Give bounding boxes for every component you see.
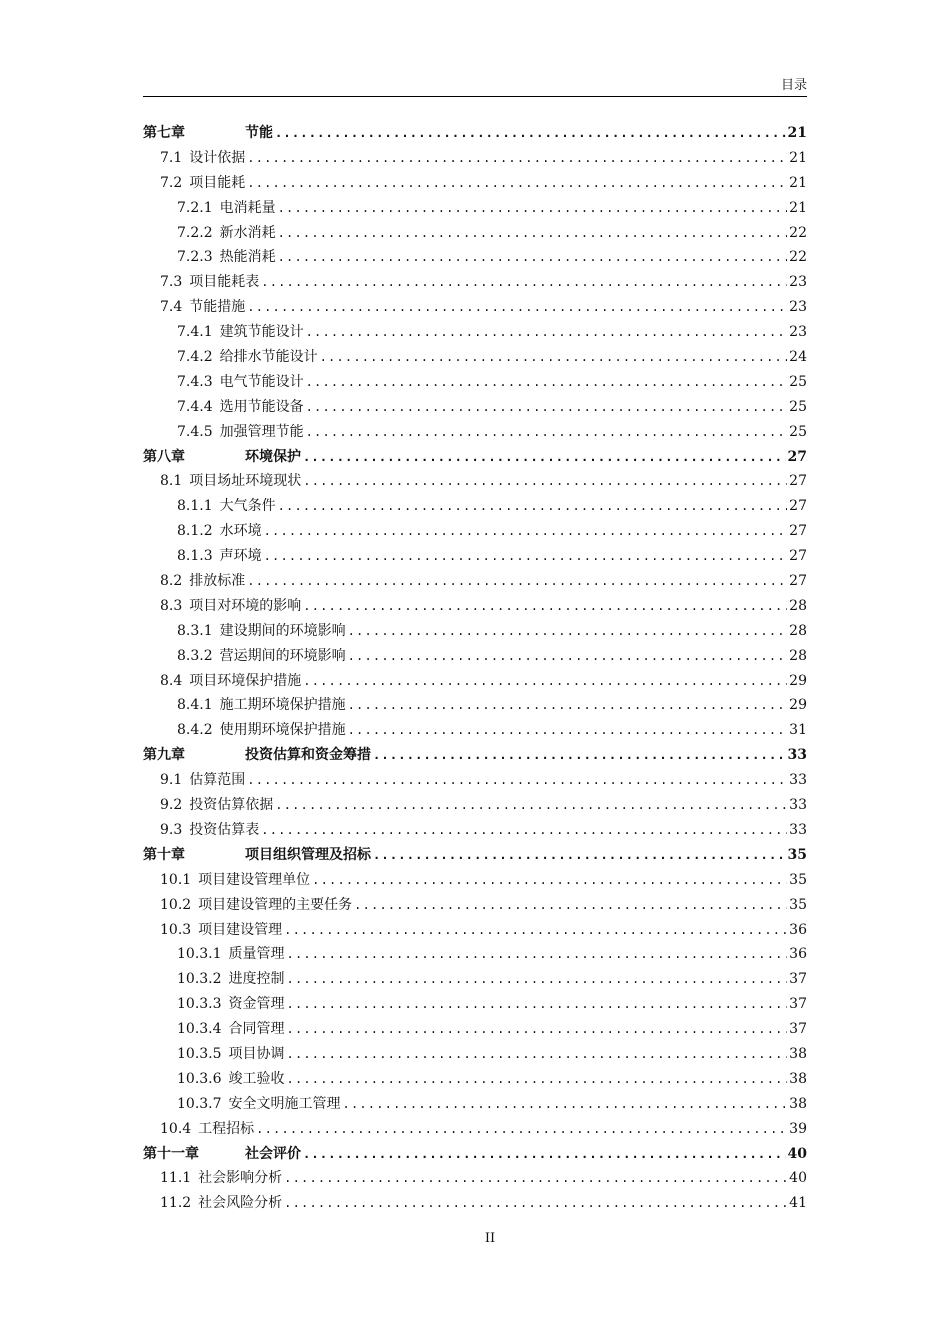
toc-entry-title: 竣工验收 (228, 1070, 285, 1087)
toc-entry-page: 29 (789, 697, 807, 714)
toc-entry-number: 7.4 (160, 299, 183, 316)
toc-entry[interactable] (143, 544, 807, 569)
toc-entry[interactable] (143, 494, 807, 519)
toc-entry-page: 33 (789, 797, 807, 814)
toc-entry-title: 投资估算表 (189, 821, 260, 838)
toc-chapter-entry[interactable] (143, 445, 807, 470)
toc-entry-number: 9.2 (160, 797, 183, 814)
toc-entry-title: 社会风险分析 (198, 1195, 283, 1212)
toc-entry-number: 9.1 (160, 772, 183, 789)
toc-entry-number: 10.3.5 (177, 1045, 222, 1062)
toc-entry-page: 33 (789, 772, 807, 789)
toc-entry-title: 项目环境保护措施 (189, 672, 302, 689)
toc-entry-number: 10.3.1 (177, 946, 222, 963)
toc-entry-number: 10.3.4 (177, 1021, 222, 1038)
toc-entry-number: 8.4 (160, 672, 183, 689)
toc-chapter-entry[interactable] (143, 843, 807, 868)
toc-entry-number: 10.2 (160, 896, 192, 913)
toc-entry-title: 电消耗量 (219, 199, 276, 216)
toc-entry[interactable] (143, 245, 807, 270)
toc-entry[interactable] (143, 395, 807, 420)
toc-entry[interactable] (143, 1191, 807, 1216)
dot-leader (306, 395, 787, 420)
toc-entry-page: 23 (789, 274, 807, 291)
toc-entry-title: 电气节能设计 (219, 373, 304, 390)
toc-entry-title: 加强管理节能 (219, 423, 304, 440)
toc-entry[interactable] (143, 818, 807, 843)
toc-entry[interactable] (143, 868, 807, 893)
toc-entry-title: 社会影响分析 (198, 1170, 283, 1187)
toc-entry[interactable] (143, 469, 807, 494)
toc-entry[interactable] (143, 967, 807, 992)
toc-entry-title: 水环境 (219, 523, 262, 540)
toc-entry-page: 25 (789, 423, 807, 440)
dot-leader (264, 544, 787, 569)
dot-leader (348, 693, 787, 718)
toc-entry[interactable] (143, 519, 807, 544)
toc-entry-number: 10.1 (160, 871, 192, 888)
toc-entry-page: 23 (789, 324, 807, 341)
dot-leader (275, 793, 787, 818)
dot-leader (303, 594, 787, 619)
toc-entry-title: 项目对环境的影响 (189, 597, 302, 614)
toc-entry-number: 7.4.3 (177, 373, 213, 390)
toc-entry-page: 37 (789, 971, 807, 988)
toc-entry-title: 资金管理 (228, 996, 285, 1013)
toc-entry-title: 质量管理 (228, 946, 285, 963)
dot-leader (348, 644, 787, 669)
dot-leader (306, 320, 787, 345)
toc-entry[interactable] (143, 420, 807, 445)
toc-entry[interactable] (143, 1117, 807, 1142)
toc-entry-number: 7.2.2 (177, 224, 213, 241)
toc-entry-number: 7.2 (160, 174, 183, 191)
toc-entry-page: 41 (789, 1195, 807, 1212)
dot-leader (261, 270, 787, 295)
toc-entry[interactable] (143, 221, 807, 246)
header-rule (143, 96, 807, 97)
dot-leader (354, 893, 787, 918)
table-of-contents (143, 121, 807, 1216)
dot-leader (303, 445, 786, 470)
toc-entry-title: 社会评价 (245, 1145, 301, 1162)
toc-entry-page: 21 (789, 199, 807, 216)
toc-entry-title: 新水消耗 (219, 224, 276, 241)
toc-entry-number: 第十一章 (143, 1145, 199, 1162)
dot-leader (303, 469, 787, 494)
toc-entry-number: 11.2 (160, 1195, 192, 1212)
toc-entry[interactable] (143, 992, 807, 1017)
toc-entry-number: 8.1 (160, 473, 183, 490)
toc-entry-page: 38 (789, 1095, 807, 1112)
dot-leader (278, 196, 787, 221)
toc-entry[interactable] (143, 644, 807, 669)
toc-entry-page: 27 (789, 548, 807, 565)
toc-entry[interactable] (143, 1042, 807, 1067)
toc-entry-title: 项目能耗表 (189, 274, 260, 291)
toc-entry-number: 8.1.3 (177, 548, 213, 565)
page-number: II (484, 1231, 496, 1246)
toc-entry-page: 27 (789, 523, 807, 540)
toc-entry-title: 项目建设管理的主要任务 (198, 896, 353, 913)
toc-entry-title: 项目能耗 (189, 174, 246, 191)
toc-entry-number: 第十章 (143, 846, 185, 863)
dot-leader (320, 345, 787, 370)
toc-entry-page: 39 (789, 1120, 807, 1137)
toc-entry-number: 8.3.2 (177, 647, 213, 664)
toc-entry[interactable] (143, 669, 807, 694)
toc-entry-number: 8.4.1 (177, 697, 213, 714)
toc-entry[interactable] (143, 768, 807, 793)
toc-entry-page: 23 (789, 299, 807, 316)
toc-entry-title: 项目建设管理 (198, 921, 283, 938)
toc-entry-page: 21 (789, 149, 807, 166)
toc-entry[interactable] (143, 1166, 807, 1191)
toc-entry-number: 第七章 (143, 125, 185, 141)
toc-entry-title: 设计依据 (189, 149, 246, 166)
toc-entry[interactable] (143, 693, 807, 718)
toc-entry-number: 8.2 (160, 573, 183, 590)
toc-entry-page: 21 (787, 125, 807, 141)
toc-entry[interactable] (143, 1017, 807, 1042)
toc-entry-title: 大气条件 (219, 498, 276, 515)
dot-leader (348, 718, 787, 743)
toc-entry-number: 10.3.6 (177, 1070, 222, 1087)
toc-entry-page: 36 (789, 946, 807, 963)
dot-leader (287, 942, 787, 967)
toc-entry-number: 7.4.4 (177, 398, 213, 415)
toc-entry-title: 使用期环境保护措施 (219, 722, 346, 739)
toc-entry-page: 35 (789, 871, 807, 888)
dot-leader (256, 1117, 787, 1142)
dot-leader (275, 121, 786, 146)
toc-entry[interactable] (143, 893, 807, 918)
dot-leader (312, 868, 787, 893)
toc-entry-page: 25 (789, 373, 807, 390)
toc-entry-number: 7.3 (160, 274, 183, 291)
dot-leader (284, 1166, 787, 1191)
toc-entry-number: 8.1.2 (177, 523, 213, 540)
toc-entry-page: 37 (789, 1021, 807, 1038)
toc-entry[interactable] (143, 918, 807, 943)
toc-entry-title: 营运期间的环境影响 (219, 647, 346, 664)
toc-entry-page: 35 (787, 846, 807, 863)
toc-entry-number: 第八章 (143, 448, 185, 465)
toc-entry-page: 37 (789, 996, 807, 1013)
dot-leader (247, 171, 787, 196)
dot-leader (278, 221, 787, 246)
dot-leader (343, 1092, 787, 1117)
toc-entry-page: 27 (789, 498, 807, 515)
toc-entry-number: 10.3.2 (177, 971, 222, 988)
toc-entry-page: 38 (789, 1070, 807, 1087)
toc-entry[interactable] (143, 569, 807, 594)
toc-entry-number: 7.2.1 (177, 199, 213, 216)
toc-entry[interactable] (143, 619, 807, 644)
dot-leader (247, 295, 787, 320)
toc-entry-title: 选用节能设备 (219, 398, 304, 415)
toc-entry-title: 工程招标 (198, 1120, 255, 1137)
toc-entry[interactable] (143, 1092, 807, 1117)
toc-entry[interactable] (143, 793, 807, 818)
toc-entry-page: 28 (789, 597, 807, 614)
toc-entry-number: 7.1 (160, 149, 183, 166)
toc-entry-page: 36 (789, 921, 807, 938)
toc-entry-title: 给排水节能设计 (219, 349, 318, 366)
dot-leader (306, 420, 787, 445)
toc-entry-page: 28 (789, 622, 807, 639)
toc-entry-page: 22 (789, 224, 807, 241)
dot-leader (247, 146, 787, 171)
dot-leader (287, 992, 787, 1017)
dot-leader (287, 1067, 787, 1092)
toc-entry-title: 项目协调 (228, 1045, 285, 1062)
toc-entry-page: 29 (789, 672, 807, 689)
toc-entry-number: 8.3 (160, 597, 183, 614)
toc-entry-page: 40 (789, 1170, 807, 1187)
toc-entry-title: 合同管理 (228, 1021, 285, 1038)
toc-entry-number: 7.4.5 (177, 423, 213, 440)
toc-entry[interactable] (143, 196, 807, 221)
toc-entry-page: 33 (789, 821, 807, 838)
toc-entry-title: 排放标准 (189, 573, 246, 590)
toc-entry-title: 项目建设管理单位 (198, 871, 311, 888)
dot-leader (303, 1142, 786, 1167)
toc-entry-number: 8.3.1 (177, 622, 213, 639)
toc-entry-page: 33 (787, 747, 807, 764)
toc-entry-page: 25 (789, 398, 807, 415)
toc-entry-title: 投资估算和资金筹措 (245, 747, 371, 764)
toc-entry-number: 9.3 (160, 821, 183, 838)
toc-entry-page: 22 (789, 249, 807, 266)
dot-leader (348, 619, 787, 644)
toc-entry-number: 10.3.7 (177, 1095, 222, 1112)
toc-entry-title: 节能 (245, 125, 273, 141)
toc-entry-page: 27 (789, 573, 807, 590)
dot-leader (287, 1017, 787, 1042)
toc-entry-page: 21 (789, 174, 807, 191)
toc-entry[interactable] (143, 942, 807, 967)
toc-entry[interactable] (143, 171, 807, 196)
dot-leader (287, 967, 787, 992)
toc-entry-title: 建设期间的环境影响 (219, 622, 346, 639)
toc-entry-number: 第九章 (143, 747, 185, 764)
running-header: 目录 (780, 78, 807, 93)
toc-entry[interactable] (143, 370, 807, 395)
toc-entry-title: 项目场址环境现状 (189, 473, 302, 490)
toc-entry-page: 24 (789, 349, 807, 366)
toc-entry-page: 27 (789, 473, 807, 490)
dot-leader (264, 519, 787, 544)
dot-leader (373, 843, 786, 868)
toc-chapter-entry[interactable] (143, 1142, 807, 1167)
toc-entry[interactable] (143, 594, 807, 619)
toc-entry-page: 28 (789, 647, 807, 664)
dot-leader (306, 370, 787, 395)
toc-entry[interactable] (143, 718, 807, 743)
dot-leader (284, 918, 787, 943)
toc-entry-page: 27 (787, 448, 807, 465)
toc-entry-title: 项目组织管理及招标 (245, 846, 371, 863)
toc-entry-title: 环境保护 (245, 448, 301, 465)
toc-entry-title: 建筑节能设计 (219, 324, 304, 341)
toc-entry-title: 安全文明施工管理 (228, 1095, 341, 1112)
toc-entry-number: 10.4 (160, 1120, 192, 1137)
toc-entry-page: 31 (789, 722, 807, 739)
dot-leader (247, 569, 787, 594)
toc-entry-page: 35 (789, 896, 807, 913)
toc-entry[interactable] (143, 345, 807, 370)
dot-leader (247, 768, 787, 793)
toc-entry-page: 38 (789, 1045, 807, 1062)
toc-entry-number: 7.4.2 (177, 349, 213, 366)
toc-entry-number: 8.4.2 (177, 722, 213, 739)
toc-entry-title: 施工期环境保护措施 (219, 697, 346, 714)
toc-entry-title: 热能消耗 (219, 249, 276, 266)
dot-leader (284, 1191, 787, 1216)
toc-entry[interactable] (143, 320, 807, 345)
toc-entry[interactable] (143, 270, 807, 295)
dot-leader (373, 743, 786, 768)
toc-entry-number: 7.2.3 (177, 249, 213, 266)
toc-entry-title: 节能措施 (189, 299, 246, 316)
toc-chapter-entry[interactable] (143, 743, 807, 768)
dot-leader (303, 669, 787, 694)
toc-entry-title: 估算范围 (189, 772, 246, 789)
toc-entry[interactable] (143, 146, 807, 171)
toc-entry[interactable] (143, 1067, 807, 1092)
dot-leader (278, 494, 787, 519)
toc-entry-number: 10.3 (160, 921, 192, 938)
toc-chapter-entry[interactable] (143, 121, 807, 146)
toc-entry-title: 进度控制 (228, 971, 285, 988)
toc-entry-number: 10.3.3 (177, 996, 222, 1013)
dot-leader (261, 818, 787, 843)
toc-entry-number: 8.1.1 (177, 498, 213, 515)
toc-entry-page: 40 (787, 1145, 807, 1162)
toc-entry-number: 7.4.1 (177, 324, 213, 341)
toc-entry-title: 声环境 (219, 548, 262, 565)
toc-entry-title: 投资估算依据 (189, 797, 274, 814)
toc-entry[interactable] (143, 295, 807, 320)
dot-leader (278, 245, 787, 270)
dot-leader (287, 1042, 787, 1067)
toc-entry-number: 11.1 (160, 1170, 192, 1187)
